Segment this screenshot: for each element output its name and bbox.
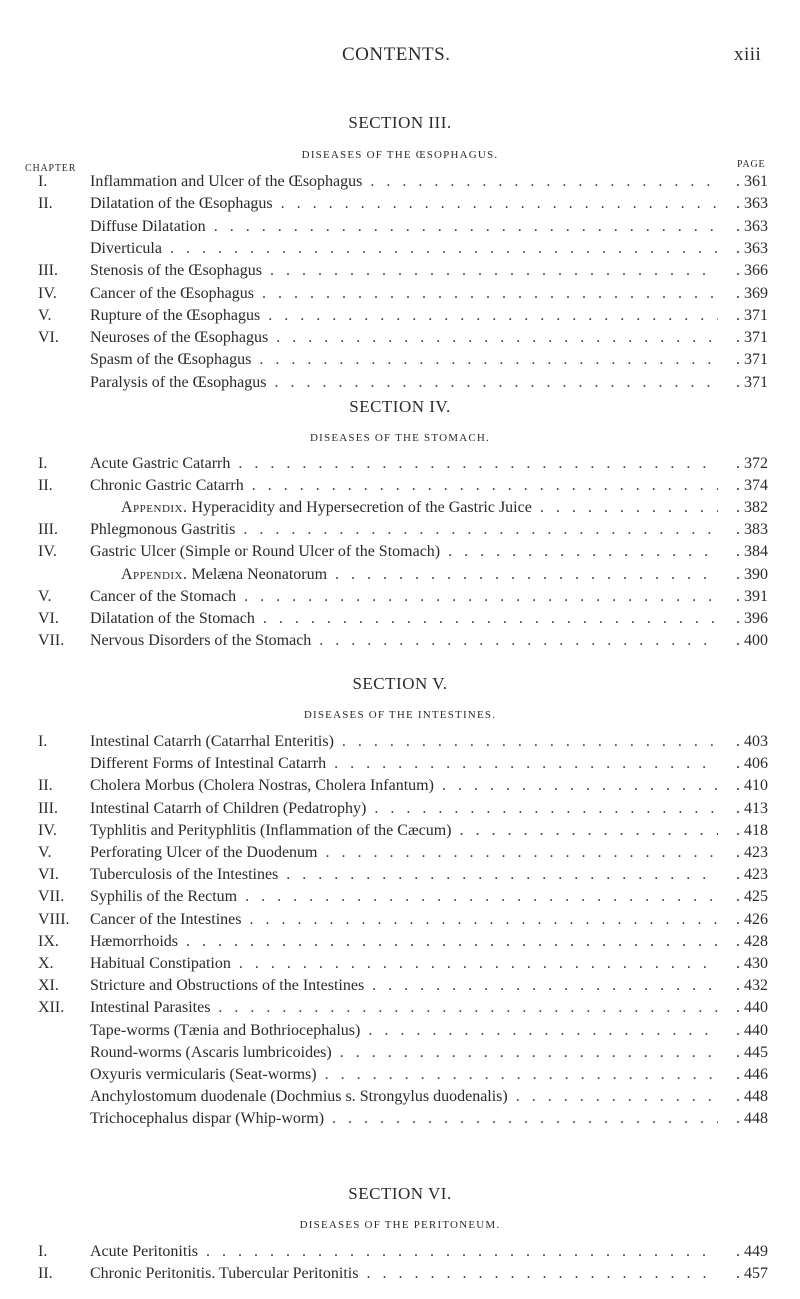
- entry-title: [90, 239, 718, 259]
- entry-title: [90, 373, 718, 393]
- entry-page-number: . 410: [736, 777, 768, 795]
- entry-title: [90, 587, 718, 607]
- chapter-number: XI.: [38, 977, 59, 995]
- chapter-column-label: CHAPTER: [25, 163, 77, 174]
- chapter-number: I.: [38, 455, 48, 472]
- entry-title: [90, 261, 718, 281]
- entry-title-text: Dilatation of the Œsophagus: [90, 195, 273, 213]
- entry-title-text: Anchylostomum duodenale (Dochmius s. Strongylus duodenalis): [90, 1088, 508, 1106]
- entry-title: [90, 1264, 718, 1284]
- entry-page-number: . 423: [736, 866, 768, 884]
- toc-entry: [0, 799, 800, 819]
- entry-title: [90, 1242, 718, 1262]
- entry-page-number: . 406: [736, 755, 768, 773]
- entry-page-number: . 426: [736, 910, 768, 928]
- entry-page-number: . 449: [736, 1243, 768, 1260]
- toc-entry: [0, 373, 800, 393]
- chapter-number: III.: [38, 262, 58, 280]
- section-title: SECTION V.: [352, 674, 448, 693]
- chapter-number: III.: [38, 799, 58, 817]
- toc-entry: [0, 932, 800, 952]
- toc-entry: [0, 520, 800, 540]
- entry-title: [90, 609, 718, 629]
- entry-page-number: . 371: [736, 306, 768, 324]
- toc-entry: [0, 1043, 800, 1063]
- entry-title-text: Round-worms (Ascaris lumbricoides): [90, 1043, 332, 1061]
- entry-title-text: Chronic Peritonitis. Tubercular Peritonitis: [90, 1265, 359, 1282]
- chapter-number: V.: [38, 306, 52, 324]
- entry-page-number: . 382: [736, 499, 768, 517]
- chapter-number: IV.: [38, 543, 57, 561]
- entry-title: [90, 998, 718, 1018]
- entry-title-text: Acute Gastric Catarrh: [90, 455, 231, 472]
- entry-title-text: Syphilis of the Rectum: [90, 888, 238, 906]
- entry-title: [90, 776, 718, 796]
- chapter-number: I.: [38, 1243, 48, 1260]
- section-title: SECTION III.: [348, 113, 452, 132]
- entry-title: [90, 284, 718, 304]
- entry-title-text: Cancer of the Stomach: [90, 587, 237, 605]
- entry-page-number: . 372: [736, 455, 768, 472]
- entry-title: [90, 328, 718, 348]
- entry-page-number: . 403: [736, 733, 768, 750]
- entry-title: [90, 1109, 718, 1129]
- entry-page-number: . 448: [736, 1110, 768, 1128]
- chapter-number: VI.: [38, 329, 59, 347]
- entry-page-number: . 390: [736, 565, 768, 583]
- entry-title: [90, 172, 718, 192]
- toc-entry: [0, 328, 800, 348]
- entry-title: [121, 565, 718, 585]
- toc-entry: [0, 1087, 800, 1107]
- toc-entry: [0, 172, 800, 192]
- entry-title: [90, 217, 718, 237]
- entry-page-number: . 363: [736, 217, 768, 235]
- entry-title: [90, 865, 718, 885]
- entry-title: [90, 887, 718, 907]
- entry-title: [90, 1043, 718, 1063]
- section-title: SECTION IV.: [349, 397, 451, 416]
- entry-title: [90, 542, 718, 562]
- entry-title: [90, 520, 718, 540]
- entry-title-text: Cholera Morbus (Cholera Nostras, Cholera Infantum): [90, 777, 434, 795]
- entry-title: [90, 954, 718, 974]
- toc-entry: [0, 821, 800, 841]
- page-column-label: PAGE: [737, 159, 766, 170]
- toc-entry: [0, 1109, 800, 1129]
- entry-page-number: . 418: [736, 821, 768, 839]
- entry-title-text: Tape-worms (Tænia and Bothriocephalus): [90, 1021, 361, 1039]
- toc-entry: [0, 1242, 800, 1262]
- chapter-number: II.: [38, 777, 53, 795]
- section-subtitle: DISEASES OF THE ŒSOPHAGUS.: [301, 149, 499, 161]
- entry-title-text: Hyperacidity and Hypersecretion of the Gastric Juice: [191, 499, 532, 517]
- section-title: SECTION VI.: [348, 1184, 452, 1203]
- entry-page-number: . 423: [736, 844, 768, 861]
- chapter-number: V.: [38, 844, 52, 861]
- entry-title-text: Different Forms of Intestinal Catarrh: [90, 755, 327, 773]
- toc-entry: [0, 239, 800, 259]
- entry-title: [90, 910, 718, 930]
- entry-title-text: Chronic Gastric Catarrh: [90, 477, 244, 495]
- entry-title: [121, 498, 718, 518]
- entry-title: [90, 821, 718, 841]
- entry-page-number: . 396: [736, 609, 768, 627]
- appendix-label: Appendix.: [121, 499, 188, 517]
- toc-entry: [0, 194, 800, 214]
- entry-title-text: Melæna Neonatorum: [191, 565, 328, 583]
- chapter-number: II.: [38, 477, 53, 495]
- toc-entry: [0, 542, 800, 562]
- entry-title-text: Rupture of the Œsophagus: [90, 306, 261, 324]
- entry-page-number: . 383: [736, 521, 768, 539]
- toc-entry: [0, 954, 800, 974]
- entry-page-number: . 400: [736, 631, 768, 649]
- entry-title: [90, 1065, 718, 1085]
- entry-page-number: . 430: [736, 955, 768, 972]
- entry-page-number: . 446: [736, 1066, 768, 1083]
- entry-title-text: Spasm of the Œsophagus: [90, 351, 252, 369]
- entry-title-text: Intestinal Parasites: [90, 999, 211, 1017]
- chapter-number: VII.: [38, 888, 65, 906]
- entry-title-text: Cancer of the Œsophagus: [90, 284, 254, 302]
- toc-entry: [0, 631, 800, 651]
- toc-entry: [0, 1264, 800, 1284]
- chapter-number: VII.: [38, 631, 65, 649]
- toc-entry: [0, 498, 800, 518]
- entry-title-text: Gastric Ulcer (Simple or Round Ulcer of the Stomach): [90, 543, 441, 561]
- entry-title-text: Paralysis of the Œsophagus: [90, 373, 267, 391]
- entry-title: [90, 843, 718, 863]
- toc-entry: [0, 609, 800, 629]
- entry-page-number: . 366: [736, 262, 768, 280]
- chapter-number: V.: [38, 587, 52, 605]
- entry-title: [90, 1087, 718, 1107]
- chapter-number: II.: [38, 195, 53, 213]
- entry-title-text: Intestinal Catarrh of Children (Pedatrophy): [90, 799, 367, 817]
- entry-page-number: . 371: [736, 351, 768, 369]
- chapter-number: I.: [38, 173, 48, 190]
- entry-title-text: Diverticula: [90, 239, 162, 257]
- entry-title: [90, 194, 718, 214]
- entry-page-number: . 361: [736, 173, 768, 190]
- toc-entry: [0, 976, 800, 996]
- toc-entry: [0, 843, 800, 863]
- chapter-number: VI.: [38, 609, 59, 627]
- toc-entry: [0, 350, 800, 370]
- entry-title-text: Cancer of the Intestines: [90, 910, 242, 928]
- section-subtitle: DISEASES OF THE PERITONEUM.: [299, 1219, 501, 1231]
- entry-page-number: . 440: [736, 1021, 768, 1039]
- toc-entry: [0, 776, 800, 796]
- entry-title-text: Hæmorrhoids: [90, 932, 178, 950]
- entry-title-text: Oxyuris vermicularis (Seat-worms): [90, 1066, 317, 1083]
- toc-entry: [0, 476, 800, 496]
- toc-entry: [0, 1065, 800, 1085]
- entry-title-text: Dilatation of the Stomach: [90, 609, 255, 627]
- toc-entry: [0, 865, 800, 885]
- chapter-number: XII.: [38, 999, 65, 1017]
- entry-title: [90, 454, 718, 474]
- entry-title-text: Stenosis of the Œsophagus: [90, 262, 262, 280]
- entry-title: [90, 932, 718, 952]
- entry-title-text: Neuroses of the Œsophagus: [90, 329, 269, 347]
- chapter-number: I.: [38, 733, 48, 750]
- entry-title: [90, 799, 718, 819]
- entry-page-number: . 428: [736, 932, 768, 950]
- entry-page-number: . 413: [736, 799, 768, 817]
- section-subtitle: DISEASES OF THE INTESTINES.: [303, 709, 497, 721]
- entry-title: [90, 631, 718, 651]
- entry-page-number: . 374: [736, 477, 768, 495]
- entry-title-text: Phlegmonous Gastritis: [90, 521, 236, 539]
- toc-entry: [0, 887, 800, 907]
- entry-page-number: . 425: [736, 888, 768, 906]
- toc-entry: [0, 587, 800, 607]
- chapter-number: IV.: [38, 821, 57, 839]
- chapter-number: IX.: [38, 932, 59, 950]
- entry-page-number: . 384: [736, 543, 768, 561]
- toc-entry: [0, 261, 800, 281]
- chapter-number: IV.: [38, 284, 57, 302]
- entry-page-number: . 432: [736, 977, 768, 995]
- entry-page-number: . 457: [736, 1265, 768, 1282]
- entry-title-text: Tuberculosis of the Intestines: [90, 866, 279, 884]
- entry-page-number: . 440: [736, 999, 768, 1017]
- appendix-label: Appendix.: [121, 565, 188, 583]
- entry-title: [90, 732, 718, 752]
- entry-page-number: . 369: [736, 284, 768, 302]
- entry-title-text: Intestinal Catarrh (Catarrhal Enteritis): [90, 733, 334, 750]
- toc-entry: [0, 217, 800, 237]
- entry-title-text: Nervous Disorders of the Stomach: [90, 631, 312, 649]
- toc-entry: [0, 998, 800, 1018]
- chapter-number: II.: [38, 1265, 53, 1282]
- entry-page-number: . 363: [736, 239, 768, 257]
- entry-page-number: . 391: [736, 587, 768, 605]
- entry-title-text: Habitual Constipation: [90, 955, 231, 972]
- chapter-number: X.: [38, 955, 54, 972]
- entry-title-text: Stricture and Obstructions of the Intestines: [90, 977, 365, 995]
- toc-entry: [0, 754, 800, 774]
- entry-title-text: Inflammation and Ulcer of the Œsophagus: [90, 173, 363, 190]
- toc-entry: [0, 565, 800, 585]
- entry-page-number: . 371: [736, 329, 768, 347]
- entry-title: [90, 350, 718, 370]
- entry-title: [90, 976, 718, 996]
- toc-entry: [0, 1021, 800, 1041]
- chapter-number: VI.: [38, 866, 59, 884]
- toc-entry: [0, 284, 800, 304]
- chapter-number: VIII.: [38, 910, 70, 928]
- entry-title-text: Diffuse Dilatation: [90, 217, 206, 235]
- toc-entry: [0, 306, 800, 326]
- entry-page-number: . 445: [736, 1043, 768, 1061]
- running-header-title: CONTENTS.: [342, 44, 451, 65]
- entry-title: [90, 476, 718, 496]
- toc-entry: [0, 732, 800, 752]
- chapter-number: III.: [38, 521, 58, 539]
- entry-title-text: Typhlitis and Perityphlitis (Inflammation of the Cæcum): [90, 821, 452, 839]
- entry-title: [90, 1021, 718, 1041]
- entry-title-text: Perforating Ulcer of the Duodenum: [90, 844, 318, 861]
- entry-title: [90, 306, 718, 326]
- entry-page-number: . 448: [736, 1088, 768, 1106]
- toc-entry: [0, 454, 800, 474]
- entry-page-number: . 363: [736, 195, 768, 213]
- section-subtitle: DISEASES OF THE STOMACH.: [310, 432, 490, 444]
- entry-page-number: . 371: [736, 373, 768, 391]
- entry-title-text: Acute Peritonitis: [90, 1243, 198, 1260]
- entry-title: [90, 754, 718, 774]
- toc-entry: [0, 910, 800, 930]
- page-number: xiii: [734, 44, 762, 65]
- entry-title-text: Trichocephalus dispar (Whip-worm): [90, 1110, 325, 1128]
